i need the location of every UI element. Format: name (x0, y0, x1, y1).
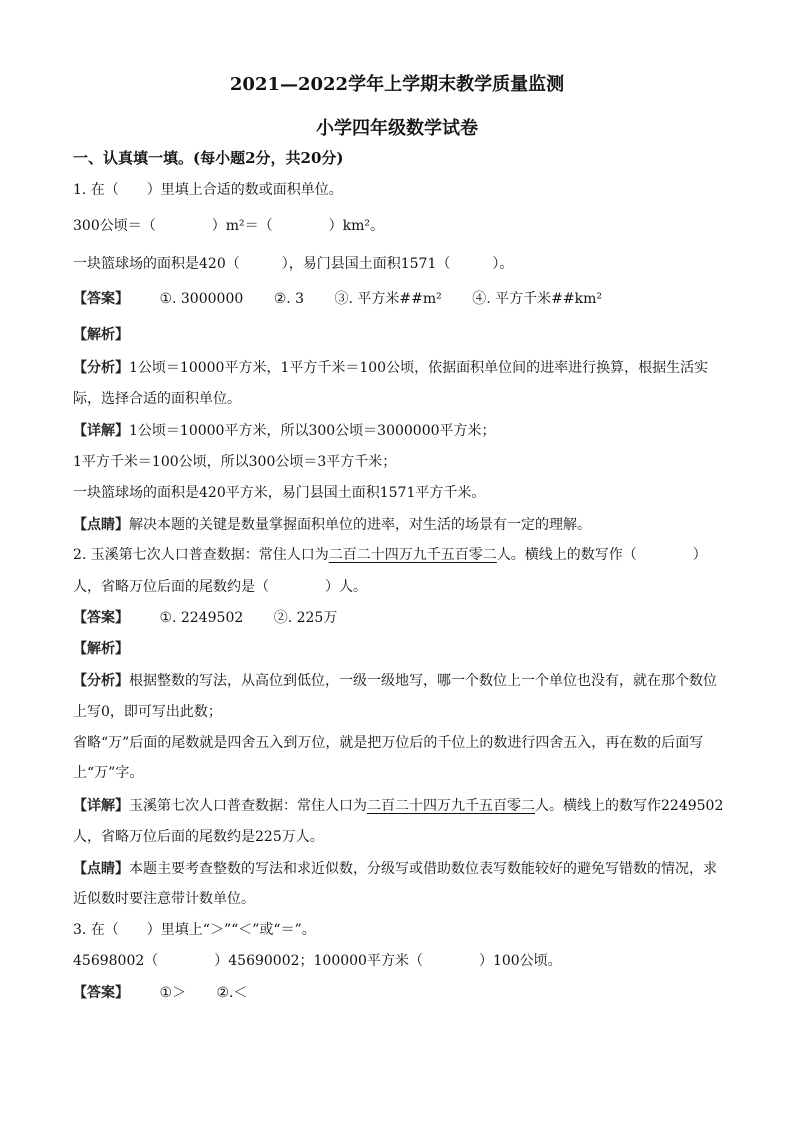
answer-item: ③. 平方米##m² (334, 291, 442, 307)
detail-pre: 玉溪第七次人口普查数据：常住人口为 (129, 798, 367, 814)
q3-answer-row (73, 983, 247, 1003)
q2-fenxi-4: 上“万”字。 (73, 765, 144, 781)
q2-fenxi-1 (73, 671, 717, 691)
q1-detail-1 (73, 421, 496, 441)
q1-stem: 1. 在（ ）里填上合适的数或面积单位。 (73, 182, 343, 198)
answer-item: ②. 225万 (273, 610, 338, 626)
point-tag: 【点睛】 (73, 861, 129, 877)
detail-text: 1公顷＝10000平方米，所以300公顷＝3000000平方米； (129, 423, 496, 439)
fenxi-tag: 【分析】 (73, 673, 129, 689)
detail-tag: 【详解】 (73, 798, 129, 814)
answer-item: ①＞ (159, 985, 187, 1001)
detail-tag: 【详解】 (73, 423, 129, 439)
q2-fenxi-3: 省略“万”后面的尾数就是四舍五入到万位，就是把万位后的千位上的数进行四舍五入，再在数的后面写 (73, 735, 704, 751)
point-text: 本题主要考查整数的写法和求近似数，分级写或借助数位表写数能较好的避免写错数的情况，求 (129, 861, 717, 877)
detail-underline: 二百二十四万九千五百零二 (367, 798, 535, 814)
point-tag: 【点睛】 (73, 517, 129, 533)
q2-fenxi-2: 上写0，即可写出此数； (73, 704, 222, 720)
analysis-tag: 【解析】 (73, 327, 129, 343)
q2-detail-2: 人，省略万位后面的尾数约是225万人。 (73, 829, 324, 845)
q3-line-a: 45698002（ ）45690002；100000平方米（ ）100公顷。 (73, 953, 562, 969)
q2-analysis-tag (73, 639, 129, 659)
q1-line-b: 一块篮球场的面积是420（ ），易门县国土面积1571（ ）。 (73, 256, 514, 272)
q2-answer-row (73, 608, 337, 628)
answer-item: ①. 2249502 (159, 610, 244, 626)
fenxi-text: 1公顷＝10000平方米，1平方千米＝100公顷，依据面积单位间的进率进行换算，根据生活实 (129, 360, 709, 376)
q1-detail-2: 1平方千米＝100公顷，所以300公顷＝3平方千米； (73, 454, 397, 470)
q2-stem-pre: 2. 玉溪第七次人口普查数据：常住人口为 (73, 547, 329, 563)
q2-stem-2: 人，省略万位后面的尾数约是（ ）人。 (73, 579, 367, 595)
q3-stem: 3. 在（ ）里填上“＞”“＜”或“＝”。 (73, 922, 316, 938)
q2-stem-post: 人。横线上的数写作（ ） (496, 547, 707, 563)
q1-analysis-tag (73, 325, 129, 345)
q1-point (73, 515, 591, 535)
q1-line-a: 300公顷＝（ ）m²＝（ ）km²。 (73, 218, 384, 234)
q1-answer-row (73, 289, 602, 309)
q2-point-2: 近似数时要注意带计数单位。 (73, 891, 255, 907)
answer-item: ①. 3000000 (159, 291, 244, 307)
page-subtitle: 小学四年级数学试卷 (316, 118, 478, 139)
answer-tag: 【答案】 (73, 291, 129, 307)
answer-item: ④. 平方千米##km² (472, 291, 602, 307)
fenxi-tag: 【分析】 (73, 360, 129, 376)
q2-stem-underline: 二百二十四万九千五百零二 (328, 547, 497, 563)
q1-detail-3: 一块篮球场的面积是420平方米，易门县国土面积1571平方千米。 (73, 485, 486, 501)
detail-post: 人。横线上的数写作2249502 (535, 798, 724, 814)
q2-point-1 (73, 859, 717, 879)
answer-item: ②.＜ (216, 985, 248, 1001)
q1-fenxi-2: 际，选择合适的面积单位。 (73, 391, 241, 407)
answer-tag: 【答案】 (73, 610, 129, 626)
answer-tag: 【答案】 (73, 985, 129, 1001)
answer-item: ②. 3 (273, 291, 305, 307)
page-title: 2021—2022学年上学期末教学质量监测 (229, 74, 565, 95)
fenxi-text: 根据整数的写法，从高位到低位，一级一级地写，哪一个数位上一个单位也没有，就在那个数位 (129, 673, 717, 689)
q2-stem (73, 545, 707, 565)
section-heading: 一、认真填一填。(每小题2分，共20分) (73, 149, 344, 167)
analysis-tag: 【解析】 (73, 641, 129, 657)
q2-detail (73, 796, 723, 816)
point-text: 解决本题的关键是数量掌握面积单位的进率，对生活的场景有一定的理解。 (129, 517, 591, 533)
q1-fenxi-1 (73, 358, 708, 378)
